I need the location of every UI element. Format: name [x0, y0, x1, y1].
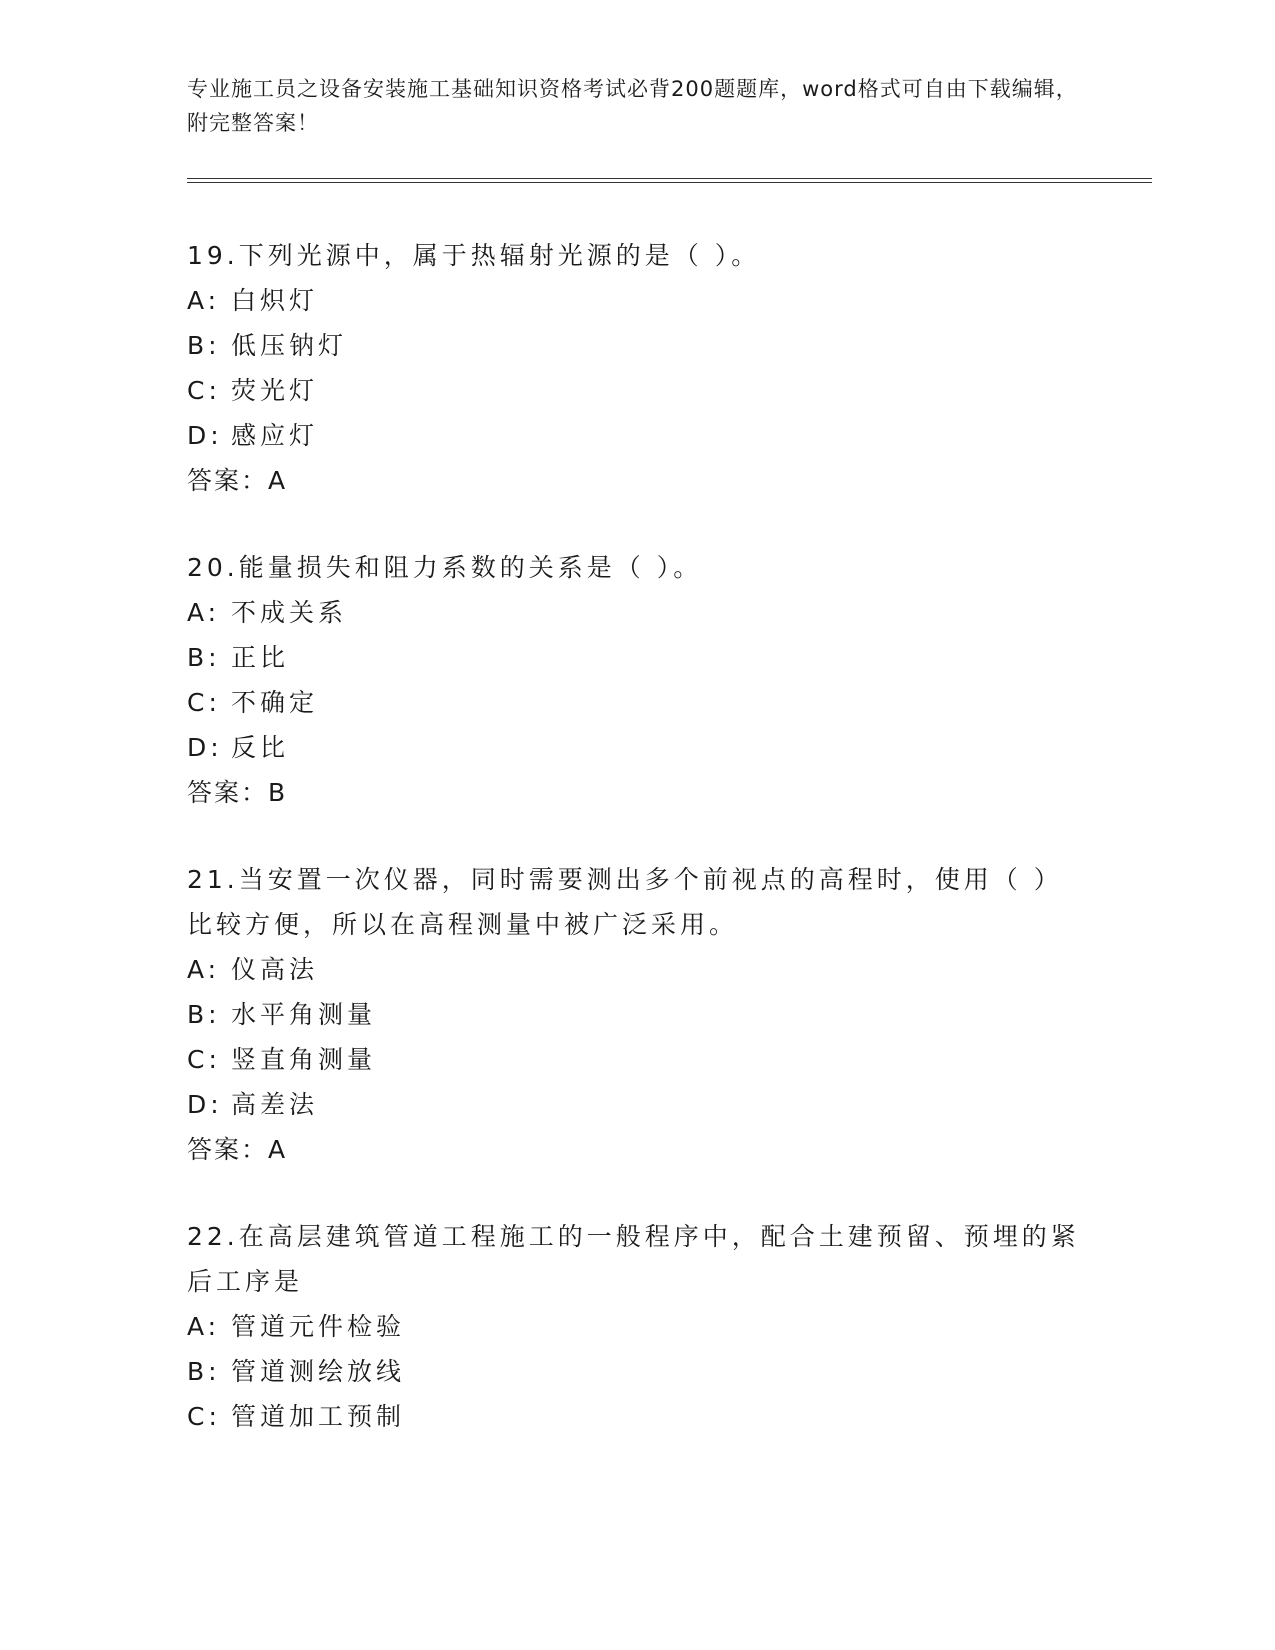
option-text: 管道加工预制 [231, 1402, 406, 1431]
option-letter: D: [187, 733, 223, 762]
question-21 [187, 857, 1087, 1172]
question-stem: 19.下列光源中，属于热辐射光源的是（ ）。 [187, 241, 761, 270]
option-text: 水平角测量 [231, 1000, 377, 1029]
option-a [187, 590, 1087, 635]
option-a [187, 1304, 1087, 1349]
question-list [187, 233, 1087, 1481]
answer-label: 答案： [187, 1135, 269, 1164]
option-text: 低压钠灯 [231, 331, 348, 360]
option-letter: B: [187, 643, 221, 672]
question-22 [187, 1214, 1087, 1439]
question-19 [187, 233, 1087, 503]
option-text: 管道测绘放线 [231, 1357, 406, 1386]
option-c [187, 1037, 1087, 1082]
question-stem: 20.能量损失和阻力系数的关系是（ ）。 [187, 553, 703, 582]
option-a [187, 947, 1087, 992]
option-letter: C: [187, 1045, 221, 1074]
question-stem: 21.当安置一次仪器，同时需要测出多个前视点的高程时，使用（ ）比较方便，所以在高程测量中被广泛采用。 [187, 865, 1063, 939]
option-letter: A: [187, 955, 221, 984]
option-d [187, 413, 1087, 458]
question-stem: 22.在高层建筑管道工程施工的一般程序中，配合土建预留、预埋的紧后工序是 [187, 1222, 1080, 1296]
option-b [187, 992, 1087, 1037]
option-text: 不确定 [231, 688, 319, 717]
option-text: 白炽灯 [231, 286, 319, 315]
option-text: 高差法 [231, 1090, 319, 1119]
answer-line [187, 458, 1087, 503]
option-text: 管道元件检验 [231, 1312, 406, 1341]
header-divider [187, 178, 1152, 183]
option-letter: A: [187, 598, 221, 627]
option-text: 感应灯 [231, 421, 319, 450]
option-d [187, 725, 1087, 770]
answer-value: A [268, 1135, 288, 1164]
option-letter: B: [187, 1357, 221, 1386]
option-text: 仪高法 [231, 955, 319, 984]
option-letter: C: [187, 688, 221, 717]
option-a [187, 278, 1087, 323]
option-c [187, 368, 1087, 413]
option-b [187, 323, 1087, 368]
option-text: 不成关系 [231, 598, 348, 627]
answer-label: 答案： [187, 778, 269, 807]
answer-value: B [268, 778, 288, 807]
option-d [187, 1082, 1087, 1127]
option-letter: B: [187, 1000, 221, 1029]
answer-line [187, 770, 1087, 815]
option-letter: B: [187, 331, 221, 360]
option-text: 正比 [231, 643, 290, 672]
option-letter: C: [187, 376, 221, 405]
option-text: 反比 [231, 733, 290, 762]
option-text: 荧光灯 [231, 376, 319, 405]
option-c [187, 1394, 1087, 1439]
option-letter: D: [187, 1090, 223, 1119]
answer-line [187, 1127, 1087, 1172]
option-c [187, 680, 1087, 725]
option-letter: A: [187, 286, 221, 315]
answer-value: A [268, 466, 288, 495]
document-header: 专业施工员之设备安装施工基础知识资格考试必背200题题库，word格式可自由下载编辑，附完整答案！ [187, 77, 1078, 135]
question-20 [187, 545, 1087, 815]
option-letter: D: [187, 421, 223, 450]
answer-label: 答案： [187, 466, 269, 495]
option-b [187, 1349, 1087, 1394]
option-letter: A: [187, 1312, 221, 1341]
option-text: 竖直角测量 [231, 1045, 377, 1074]
option-b [187, 635, 1087, 680]
option-letter: C: [187, 1402, 221, 1431]
